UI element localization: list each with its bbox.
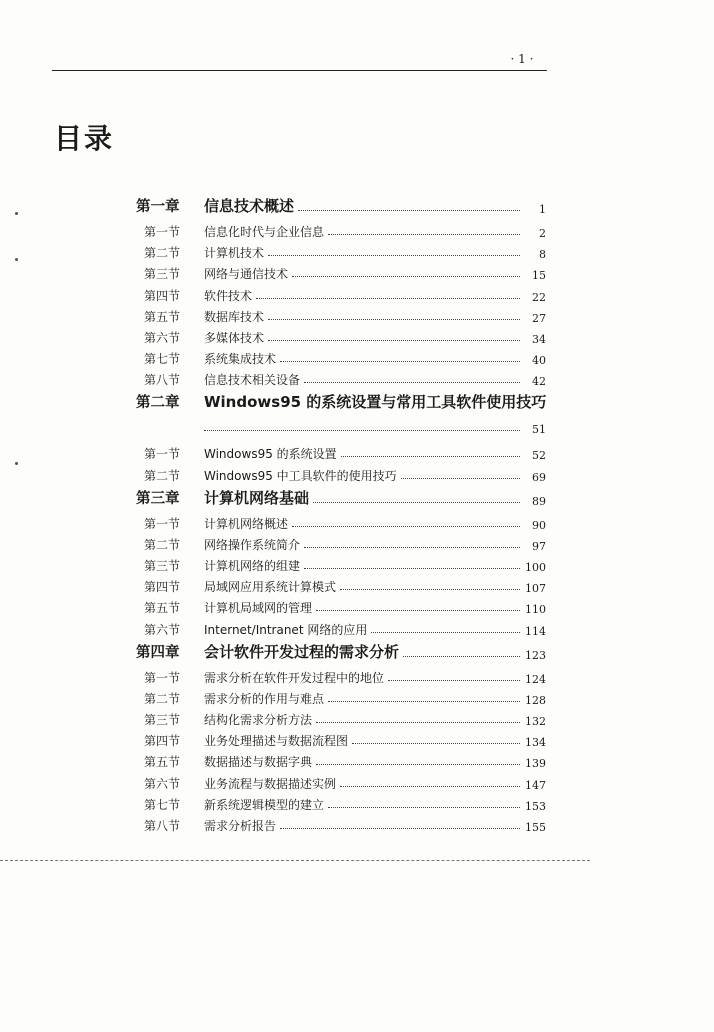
- toc-number: 第二节: [144, 537, 181, 552]
- toc-page-number: 52: [532, 449, 546, 463]
- toc-page-number: 123: [525, 648, 546, 662]
- toc-number: 第六节: [144, 622, 181, 637]
- toc-number: 第四节: [144, 580, 181, 595]
- toc-section-row: [136, 708, 546, 728]
- toc-section-row: [136, 750, 546, 770]
- dot-leader: [292, 276, 520, 277]
- toc-section-row: [136, 442, 546, 462]
- toc-title: 会计软件开发过程的需求分析: [204, 642, 400, 661]
- dot-leader: [401, 478, 520, 479]
- dot-leader: [371, 632, 520, 633]
- toc-title: 计算机网络概述: [204, 516, 289, 531]
- toc-page-number: 42: [532, 375, 546, 389]
- toc-title: 结构化需求分析方法: [204, 713, 313, 727]
- toc-number: 第三节: [144, 559, 181, 573]
- dot-leader: [304, 382, 520, 383]
- toc-title: Windows95 的系统设置: [204, 447, 337, 462]
- dot-leader: [328, 701, 520, 702]
- toc-page-number: 110: [525, 603, 546, 617]
- toc-page-number: 153: [525, 799, 546, 813]
- dot-leader: [388, 680, 520, 681]
- dot-leader: [316, 764, 520, 765]
- toc-page-number: 134: [525, 736, 546, 750]
- toc-section-row: [136, 596, 546, 616]
- toc-title: 网络与通信技术: [204, 267, 289, 282]
- toc-page-number: 22: [532, 290, 546, 304]
- toc-number: 第七节: [144, 352, 181, 367]
- toc-title: 网络操作系统简介: [204, 537, 301, 552]
- toc-chapter-row: [136, 392, 546, 412]
- toc-title: Windows95 中工具软件的使用技巧: [204, 468, 397, 483]
- toc-number: 第二章: [136, 394, 180, 412]
- toc-section-row: [136, 814, 546, 834]
- toc-title: 信息化时代与企业信息: [204, 225, 325, 239]
- toc-title: 计算机局域网的管理: [204, 601, 313, 616]
- dot-leader: [328, 807, 520, 808]
- toc-page-number: 1: [539, 203, 546, 216]
- toc-number: 第一节: [144, 225, 181, 239]
- toc-page-number: 69: [532, 470, 546, 484]
- toc-number: 第八节: [144, 373, 181, 388]
- toc-number: 第二节: [144, 246, 181, 261]
- toc-page-number: 15: [532, 269, 546, 283]
- toc-title: 需求分析报告: [204, 819, 277, 833]
- dot-leader: [268, 255, 520, 256]
- toc-number: 第五节: [144, 309, 181, 324]
- dot-leader: [313, 502, 520, 503]
- toc-section-row: [136, 554, 546, 574]
- dot-leader: [298, 210, 520, 211]
- toc-section-row: [136, 533, 546, 553]
- toc-section-row: [136, 262, 546, 282]
- toc-page-number: 51: [532, 423, 546, 437]
- toc-number: 第三章: [136, 489, 180, 507]
- dot-leader: [340, 786, 520, 787]
- toc-number: 第二节: [144, 691, 181, 706]
- dot-leader: [341, 456, 520, 457]
- toc-title: 计算机网络的组建: [204, 559, 301, 573]
- toc-number: 第二节: [144, 468, 181, 483]
- toc-title: 业务流程与数据描述实例: [204, 776, 337, 791]
- page-title: 目录: [54, 122, 115, 155]
- toc-page-number: 100: [525, 561, 546, 574]
- toc-section-row: [136, 305, 546, 325]
- toc-section-row: [136, 368, 546, 388]
- toc-number: 第五节: [144, 755, 181, 770]
- toc-section-row: [136, 666, 546, 686]
- toc-number: 第七节: [144, 797, 181, 812]
- toc-page-number: 2: [539, 227, 546, 240]
- toc-page-number: 8: [539, 248, 546, 262]
- toc-chapter-row: [136, 488, 546, 508]
- toc-title: 需求分析在软件开发过程中的地位: [204, 670, 385, 685]
- toc-title: 多媒体技术: [204, 331, 265, 345]
- toc-page-number: 124: [525, 672, 546, 686]
- toc-title: 需求分析的作用与难点: [204, 691, 325, 706]
- toc-title: 数据描述与数据字典: [204, 755, 313, 770]
- toc-section-row: [136, 220, 546, 240]
- toc-page-number: 155: [525, 821, 546, 834]
- toc-title: 软件技术: [204, 288, 253, 303]
- page-number: · 1 ·: [510, 52, 534, 66]
- toc-continuation-row: [204, 416, 546, 436]
- toc-section-row: [136, 512, 546, 532]
- toc-section-row: [136, 575, 546, 595]
- toc-title: 业务处理描述与数据流程图: [204, 734, 349, 749]
- toc-page-number: 34: [532, 333, 546, 346]
- toc-number: 第一节: [144, 670, 181, 685]
- toc-number: 第六节: [144, 776, 181, 791]
- toc-section-row: [136, 772, 546, 792]
- dot-leader: [256, 298, 520, 299]
- toc-section-row: [136, 793, 546, 813]
- dot-leader: [304, 547, 520, 548]
- toc-title: 新系统逻辑模型的建立: [204, 797, 325, 812]
- toc-section-row: [136, 464, 546, 484]
- dot-leader: [292, 526, 520, 527]
- toc-title: Internet/Intranet 网络的应用: [204, 622, 368, 637]
- toc-number: 第一章: [136, 198, 180, 215]
- toc-chapter-row: [136, 196, 546, 216]
- toc-number: 第四章: [136, 643, 180, 661]
- dot-leader: [280, 828, 520, 829]
- toc-page-number: 147: [525, 778, 546, 792]
- footer-rule: [0, 860, 590, 861]
- toc-section-row: [136, 347, 546, 367]
- toc-section-row: [136, 687, 546, 707]
- toc-page-number: 40: [532, 354, 546, 368]
- toc-section-row: [136, 241, 546, 261]
- scan-speck: [15, 462, 18, 465]
- toc-page-number: 114: [525, 624, 546, 638]
- scan-speck: [15, 212, 18, 215]
- toc-page-number: 128: [525, 693, 546, 707]
- scan-speck: [15, 258, 18, 261]
- toc-section-row: [136, 326, 546, 346]
- dot-leader: [204, 430, 520, 431]
- toc-number: 第四节: [144, 734, 181, 749]
- dot-leader: [268, 319, 520, 320]
- toc-number: 第八节: [144, 819, 181, 833]
- toc-title: 信息技术相关设备: [204, 373, 301, 388]
- dot-leader: [403, 656, 520, 657]
- toc-number: 第一节: [144, 516, 181, 531]
- toc-number: 第三节: [144, 713, 181, 727]
- toc-page-number: 132: [525, 715, 546, 728]
- toc-title: 局域网应用系统计算模式: [204, 580, 337, 595]
- toc-number: 第四节: [144, 288, 181, 303]
- toc-chapter-row: [136, 642, 546, 662]
- toc-page-number: 97: [532, 539, 546, 553]
- toc-number: 第六节: [144, 331, 181, 345]
- toc-page-number: 139: [525, 757, 546, 771]
- dot-leader: [316, 610, 520, 611]
- dot-leader: [328, 234, 520, 235]
- toc-page-number: 27: [532, 311, 546, 325]
- toc-title: 计算机技术: [204, 246, 265, 261]
- dot-leader: [316, 722, 520, 723]
- toc-section-row: [136, 729, 546, 749]
- toc-section-row: [136, 284, 546, 304]
- toc-title: 信息技术概述: [204, 197, 295, 215]
- toc-number: 第三节: [144, 267, 181, 282]
- toc-page-number: 89: [532, 494, 546, 508]
- dot-leader: [352, 743, 520, 744]
- toc-title: Windows95 的系统设置与常用工具软件使用技巧: [204, 393, 547, 412]
- dot-leader: [280, 361, 520, 362]
- dot-leader: [268, 340, 520, 341]
- toc-title: 系统集成技术: [204, 352, 277, 367]
- toc-title: 数据库技术: [204, 309, 265, 324]
- toc-page-number: 90: [532, 518, 546, 532]
- toc-title: 计算机网络基础: [204, 488, 310, 507]
- dot-leader: [340, 589, 520, 590]
- toc-number: 第五节: [144, 601, 181, 616]
- toc-number: 第一节: [144, 447, 181, 462]
- toc-page-number: 107: [525, 582, 546, 596]
- dot-leader: [304, 568, 520, 569]
- toc-section-row: [136, 618, 546, 638]
